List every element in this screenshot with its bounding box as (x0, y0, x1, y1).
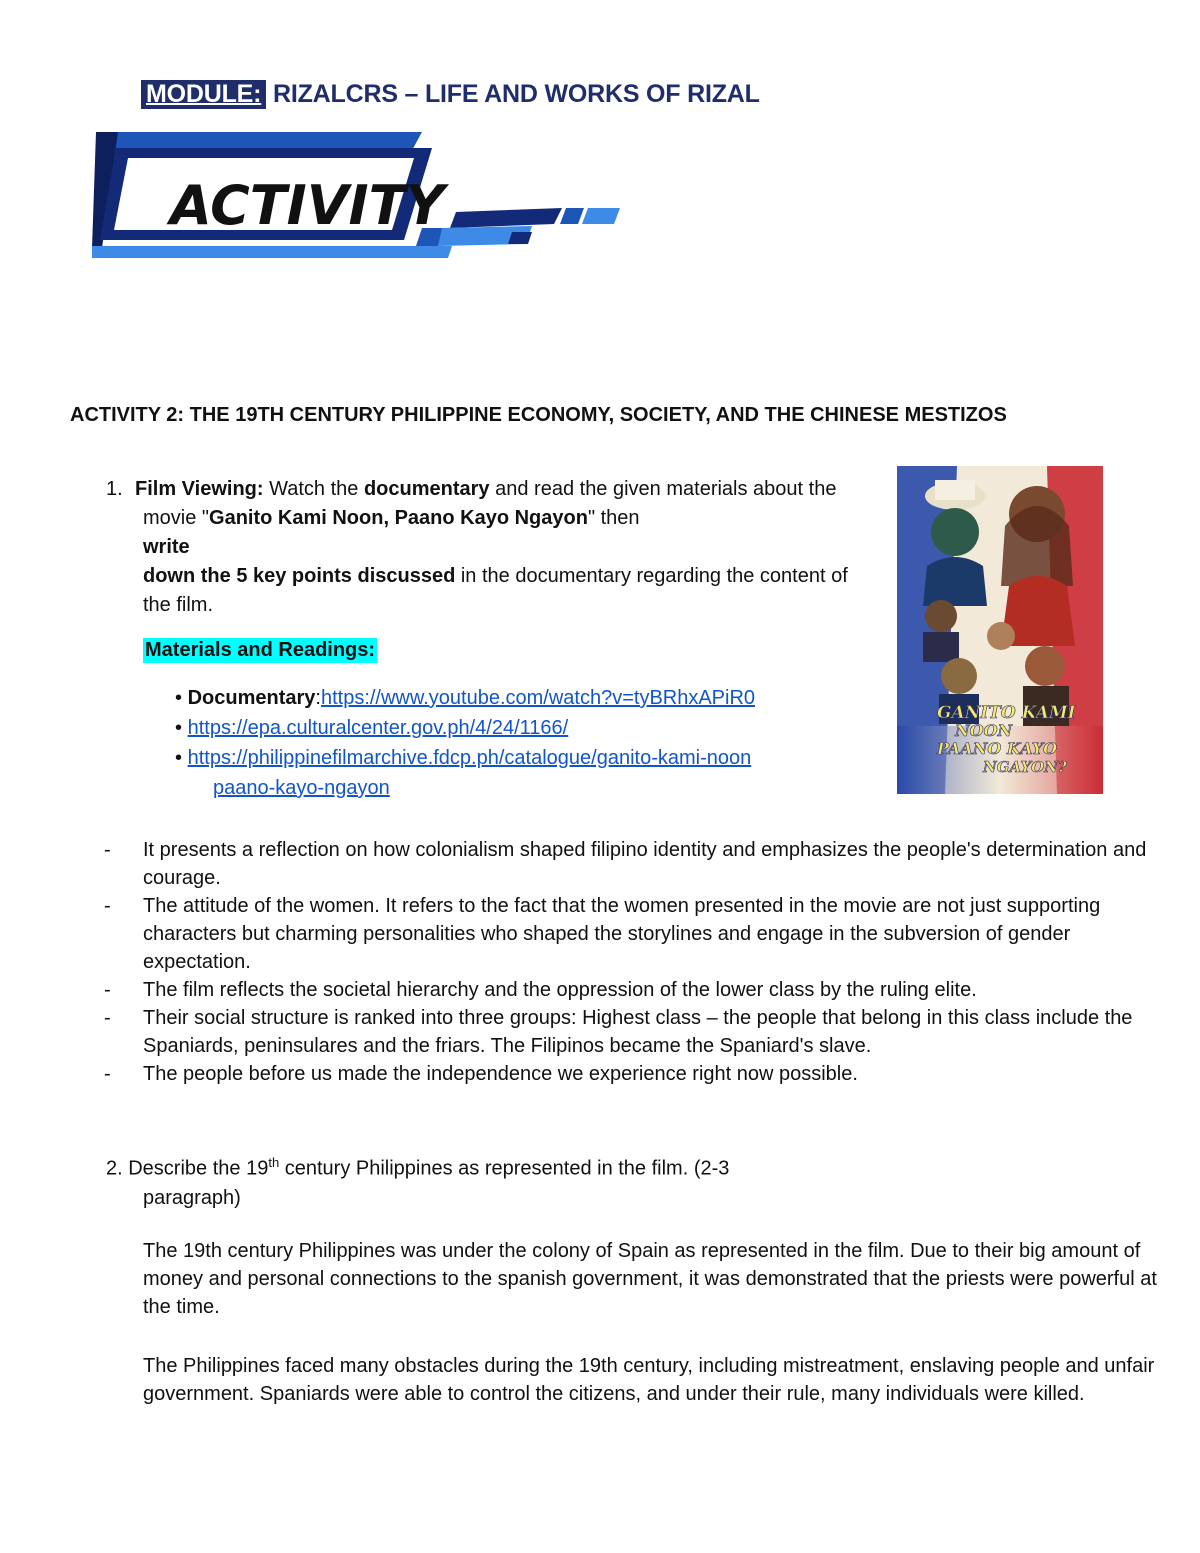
list-item (104, 1060, 1164, 1088)
item-1 (106, 475, 866, 620)
list-item (104, 836, 1164, 892)
item-1-write: write (143, 536, 190, 558)
bullet: • (175, 687, 183, 709)
film-archive-link[interactable]: https://philippinefilmarchive.fdcp.ph/catalogue/ganito-kami-noon (187, 747, 752, 769)
activity-banner (92, 128, 624, 264)
bullet: • (175, 717, 183, 739)
movie-title: Ganito Kami Noon, Paano Kayo Ngayon (209, 507, 588, 529)
key-point-text: The people before us made the independence we experience right now possible. (143, 1063, 858, 1085)
module-tag: MODULE: (141, 80, 266, 109)
film-archive-link-cont[interactable]: paano-kayo-ngayon (213, 777, 390, 799)
material-item-epa (175, 713, 755, 743)
item-1-key-points: down the 5 key points discussed (143, 565, 456, 587)
list-item (104, 976, 1164, 1004)
item-1-text-d: in the documentary regarding the content of the film. (143, 565, 848, 616)
key-point-text: The attitude of the women. It refers to the fact that the women presented in the movie are not just supporting characters but charming personalities who shaped the storylines and engage in the subversion of gender expectation. (143, 895, 1101, 973)
item-2 (106, 1148, 866, 1213)
banner-text: ACTIVITY (170, 174, 445, 237)
youtube-link[interactable]: https://www.youtube.com/watch?v=tyBRhxAPiR0 (320, 687, 756, 709)
item-2-suffix: century Philippines as represented in the film. (2-3 (279, 1157, 730, 1180)
bullet: • (175, 747, 183, 769)
epa-link[interactable]: https://epa.culturalcenter.gov.ph/4/24/1166/ (187, 717, 569, 739)
key-point-text: Their social structure is ranked into three groups: Highest class – the people that belong in this class include the Spaniards, peninsulares and the friars. The Filipinos became the Spaniard's slave. (143, 1007, 1133, 1057)
movie-poster (897, 466, 1103, 794)
activity-title: ACTIVITY 2: THE 19TH CENTURY PHILIPPINE ECONOMY, SOCIETY, AND THE CHINESE MESTIZOS (70, 404, 1007, 426)
material-item-archive (175, 743, 755, 773)
answer-paragraph-2: The Philippines faced many obstacles during the 19th century, including mistreatment, enslaving people and unfair government. Spaniards were able to control the citizens, and under their rule, many individuals were killed. (143, 1355, 1155, 1405)
item-2-sup: th (268, 1155, 280, 1170)
poster-title-1: GANITO KAMI (937, 703, 1076, 723)
poster-title-3: PAANO KAYO (937, 739, 1058, 758)
list-dash: - (104, 1063, 111, 1085)
list-item (104, 1004, 1164, 1060)
item-1-documentary: documentary (363, 478, 490, 500)
item-2-prefix: 2. Describe the 19 (106, 1157, 269, 1180)
item-2-line2: paragraph) (143, 1186, 241, 1209)
answer-paragraph-1: The 19th century Philippines was under the colony of Spain as represented in the film. Due to their big amount of money and personal connections to the spanish government, it was demonstrated that the priests were powerful at the time. (143, 1240, 1157, 1318)
material-item-archive-cont (175, 773, 755, 803)
poster-title-2: NOON (955, 721, 1013, 740)
material-item-documentary (175, 683, 755, 713)
materials-heading: Materials and Readings: (145, 639, 376, 661)
module-header (141, 80, 760, 109)
list-dash: - (104, 979, 111, 1001)
key-point-text: It presents a reflection on how colonialism shaped filipino identity and emphasizes the people's determination and courage. (143, 839, 1147, 889)
key-point-text: The film reflects the societal hierarchy and the oppression of the lower class by the ruling elite. (143, 979, 977, 1001)
film-viewing-label: Film Viewing: (135, 478, 264, 500)
list-dash: - (104, 839, 111, 861)
list-dash: - (104, 895, 111, 917)
list-dash: - (104, 1007, 111, 1029)
poster-title-4: NGAYON? (983, 758, 1067, 776)
module-title: RIZALCRS – LIFE AND WORKS OF RIZAL (266, 80, 760, 108)
documentary-label: Documentary (187, 687, 316, 709)
key-points-list (104, 836, 1164, 1088)
item-1-number: 1. (106, 478, 123, 500)
item-1-text-b: and read the given materials about the movie " (143, 478, 837, 529)
list-item (104, 892, 1164, 976)
doc-separator: : (315, 687, 321, 709)
materials-list (175, 683, 755, 803)
item-1-text-a: Watch the (263, 478, 364, 500)
item-1-text-c: " then (587, 507, 640, 529)
